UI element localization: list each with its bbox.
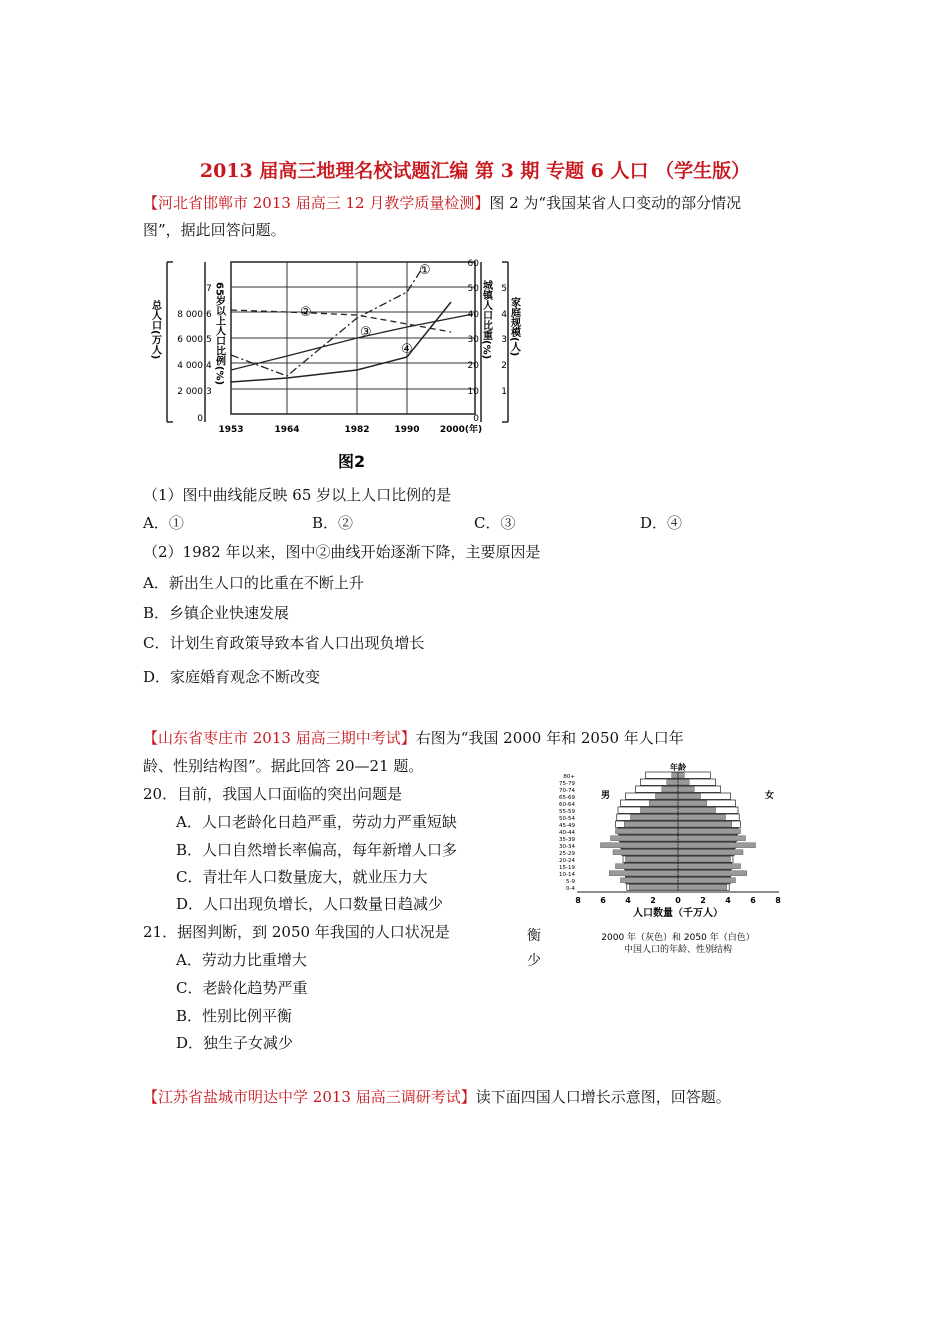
- pyramid-female-label: 女: [765, 791, 775, 801]
- ra2-tick: 1: [501, 387, 507, 397]
- q1-option-c: C．③: [474, 514, 516, 532]
- pyramid-caption-2: 中国人口的年龄、性别结构: [623, 945, 733, 955]
- pyramid-x-title: 人口数量（千万人）: [633, 908, 723, 919]
- ra1-tick: 40: [467, 310, 479, 320]
- section1-source: 【河北省邯郸市 2013 届高三 12 月教学质量检测】: [143, 194, 490, 212]
- pyramid-bar-2000: [678, 794, 701, 799]
- pyramid-x-tick: 8: [775, 896, 781, 905]
- q2-option-d: D．家庭婚育观念不断改变: [143, 668, 321, 686]
- pyramid-bar-2000: [624, 822, 678, 827]
- ra1-tick: 20: [467, 361, 479, 371]
- ra1-tick: 10: [467, 387, 479, 397]
- pyramid-bar-2000: [621, 878, 679, 883]
- pyramid-bar-2000: [678, 864, 741, 869]
- ra1-tick: 50: [467, 284, 479, 294]
- q20-option-b: B．人口自然增长率偏高，每年新增人口多: [176, 841, 458, 859]
- pyramid-bar-2000: [641, 808, 679, 813]
- q21-option-a: A．劳动力比重增大: [176, 951, 307, 969]
- q21-option-d: D．独生子女减少: [176, 1034, 294, 1052]
- q1-stem: （1）图中曲线能反映 65 岁以上人口比例的是: [143, 486, 452, 504]
- pyramid-bar-2000: [656, 794, 679, 799]
- pyramid-x-tick: 4: [725, 896, 731, 905]
- pyramid-bar-2000: [626, 857, 679, 862]
- pyramid-age-label: 10-14: [559, 872, 575, 878]
- pyramid-bar-2000: [662, 787, 678, 792]
- curve-label-3: ③: [360, 325, 372, 340]
- ra1-tick: 0: [473, 414, 479, 424]
- pyramid-bar-2000: [672, 773, 678, 778]
- la1-tick: 4 000: [177, 361, 203, 371]
- pyramid-bar-2000: [616, 829, 679, 834]
- pyramid-age-label: 40-44: [559, 830, 575, 836]
- pyramid-male-label: 男: [601, 791, 611, 801]
- x-tick: 2000(年): [439, 425, 483, 435]
- pyramid-age-label: 45-49: [559, 823, 575, 829]
- q20-option-d: D．人口出现负增长，人口数量日趋减少: [176, 895, 444, 913]
- la1-tick: 2 000: [177, 387, 203, 397]
- la2-tick: 4: [206, 361, 212, 371]
- section1-intro-a: 图 2 为“我国某省人口变动的部分情况: [489, 194, 742, 212]
- section2-intro-b: 龄、性别结构图”。据此回答 20—21 题。: [143, 757, 424, 775]
- ra2-tick: 2: [501, 361, 507, 371]
- curve-label-4: ④: [401, 342, 413, 357]
- left-axis2-title: 65岁以上人口比例(%): [213, 282, 225, 386]
- curve-label-1: ①: [419, 263, 431, 278]
- pyramid-bar-2000: [678, 885, 727, 890]
- side-char-2: 少: [527, 953, 541, 969]
- q1-option-a: A．①: [143, 514, 184, 532]
- pyramid-top-label: 年龄: [670, 763, 686, 772]
- pyramid-bar-2000: [616, 864, 679, 869]
- q21-stem: 21．据图判断，到 2050 年我国的人口状况是: [143, 923, 450, 941]
- section2-source: 【山东省枣庄市 2013 届高三期中考试】: [143, 729, 416, 747]
- pyramid-bar-2000: [649, 801, 678, 806]
- ra2-tick: 3: [501, 335, 507, 345]
- pyramid-bar-2000: [678, 815, 726, 820]
- q20-stem: 20．目前，我国人口面临的突出问题是: [143, 785, 403, 803]
- ra1-tick: 30: [467, 335, 479, 345]
- pyramid-bar-2000: [678, 801, 707, 806]
- pyramid-bar-2000: [629, 885, 678, 890]
- pyramid-x-tick: 2: [700, 896, 706, 905]
- pyramid-bar-2000: [678, 843, 756, 848]
- pyramid-bar-2000: [609, 871, 678, 876]
- pyramid-bar-2000: [678, 787, 694, 792]
- pyramid-bar-2000: [678, 773, 684, 778]
- pyramid-bar-2000: [631, 815, 679, 820]
- pyramid-bar-2000: [667, 780, 678, 785]
- pyramid-bar-2000: [678, 878, 736, 883]
- figure-2-chart: [143, 252, 523, 474]
- population-pyramid-chart: [553, 760, 803, 960]
- x-tick: 1953: [218, 425, 244, 435]
- right-axis2-title: 家庭规模(人): [508, 297, 520, 357]
- ra2-tick: 5: [501, 284, 507, 294]
- q2-option-c: C．计划生育政策导致本省人口出现负增长: [143, 634, 425, 652]
- q2-stem: （2）1982 年以来，图中②曲线开始逐渐下降，主要原因是: [143, 543, 541, 561]
- pyramid-bar-2000: [678, 836, 746, 841]
- pyramid-bar-2000: [678, 808, 716, 813]
- q21-option-b: B．性别比例平衡: [176, 1007, 293, 1025]
- pyramid-bar-2000: [678, 857, 731, 862]
- pyramid-bar-2000: [678, 829, 741, 834]
- pyramid-bar-2000: [678, 871, 747, 876]
- x-tick: 1982: [344, 425, 370, 435]
- section2-intro: [143, 727, 684, 749]
- right-axis1-title: 城镇人口比重(%): [480, 280, 492, 360]
- figure-2-caption: 图2: [338, 452, 366, 471]
- pyramid-bar-2000: [611, 836, 679, 841]
- pyramid-x-tick: 4: [625, 896, 631, 905]
- pyramid-age-label: 75-79: [559, 781, 575, 787]
- section1-intro: [143, 192, 741, 214]
- pyramid-age-label: 55-59: [559, 809, 575, 815]
- pyramid-bar-2000: [678, 780, 689, 785]
- la1-tick: 8 000: [177, 310, 203, 320]
- pyramid-age-label: 0-4: [566, 886, 575, 892]
- la2-tick: 3: [206, 387, 212, 397]
- pyramid-bar-2000: [613, 850, 678, 855]
- q20-option-c: C．青壮年人口数量庞大，就业压力大: [176, 868, 428, 886]
- q2-option-b: B．乡镇企业快速发展: [143, 604, 290, 622]
- x-tick: 1964: [274, 425, 300, 435]
- pyramid-x-tick: 6: [600, 896, 606, 905]
- pyramid-x-tick: 2: [650, 896, 656, 905]
- pyramid-bar-2000: [678, 850, 743, 855]
- pyramid-age-label: 70-74: [559, 788, 575, 794]
- pyramid-x-tick: 8: [575, 896, 581, 905]
- q2-option-a: A．新出生人口的比重在不断上升: [143, 574, 364, 592]
- section2-intro-a: 右图为“我国 2000 年和 2050 年人口年: [415, 729, 684, 747]
- la2-tick: 5: [206, 335, 212, 345]
- section3-source: 【江苏省盐城市明达中学 2013 届高三调研考试】: [143, 1088, 476, 1106]
- pyramid-bar-2000: [678, 822, 732, 827]
- page-title: 2013 届高三地理名校试题汇编 第 3 期 专题 6 人口 （学生版）: [199, 160, 751, 182]
- pyramid-bar-2000: [601, 843, 679, 848]
- q21-option-c: C．老龄化趋势严重: [176, 979, 308, 997]
- pyramid-age-label: 5-9: [566, 879, 575, 885]
- side-char-1: 衡: [527, 928, 541, 944]
- section3-intro-text: 读下面四国人口增长示意图，回答题。: [475, 1088, 731, 1106]
- pyramid-age-label: 35-39: [559, 837, 575, 843]
- pyramid-x-tick: 0: [675, 896, 681, 905]
- section3-intro: [143, 1086, 731, 1108]
- section1-intro-b: 图”，据此回答问题。: [143, 221, 286, 239]
- pyramid-x-tick: 6: [750, 896, 756, 905]
- la2-tick: 7: [206, 284, 212, 294]
- pyramid-age-label: 30-34: [559, 844, 575, 850]
- q1-option-d: D．④: [640, 514, 683, 532]
- pyramid-age-label: 25-29: [559, 851, 575, 857]
- ra2-tick: 4: [501, 310, 507, 320]
- q1-option-b: B．②: [312, 514, 354, 532]
- left-axis1-title: 总人口(万人): [149, 300, 161, 360]
- pyramid-caption-1: 2000 年（灰色）和 2050 年（白色）: [601, 933, 755, 943]
- curve-label-2: ②: [300, 305, 312, 320]
- la2-tick: 6: [206, 310, 212, 320]
- pyramid-age-label: 80+: [563, 774, 575, 780]
- pyramid-age-label: 20-24: [559, 858, 575, 864]
- pyramid-age-label: 50-54: [559, 816, 575, 822]
- x-tick: 1990: [394, 425, 420, 435]
- pyramid-age-label: 65-69: [559, 795, 575, 801]
- ra1-tick: 60: [467, 259, 479, 269]
- curve-2: [231, 310, 451, 332]
- pyramid-age-label: 60-64: [559, 802, 575, 808]
- la1-tick: 0: [197, 414, 203, 424]
- la1-tick: 6 000: [177, 335, 203, 345]
- q20-option-a: A．人口老龄化日趋严重，劳动力严重短缺: [176, 813, 457, 831]
- pyramid-age-label: 15-19: [559, 865, 575, 871]
